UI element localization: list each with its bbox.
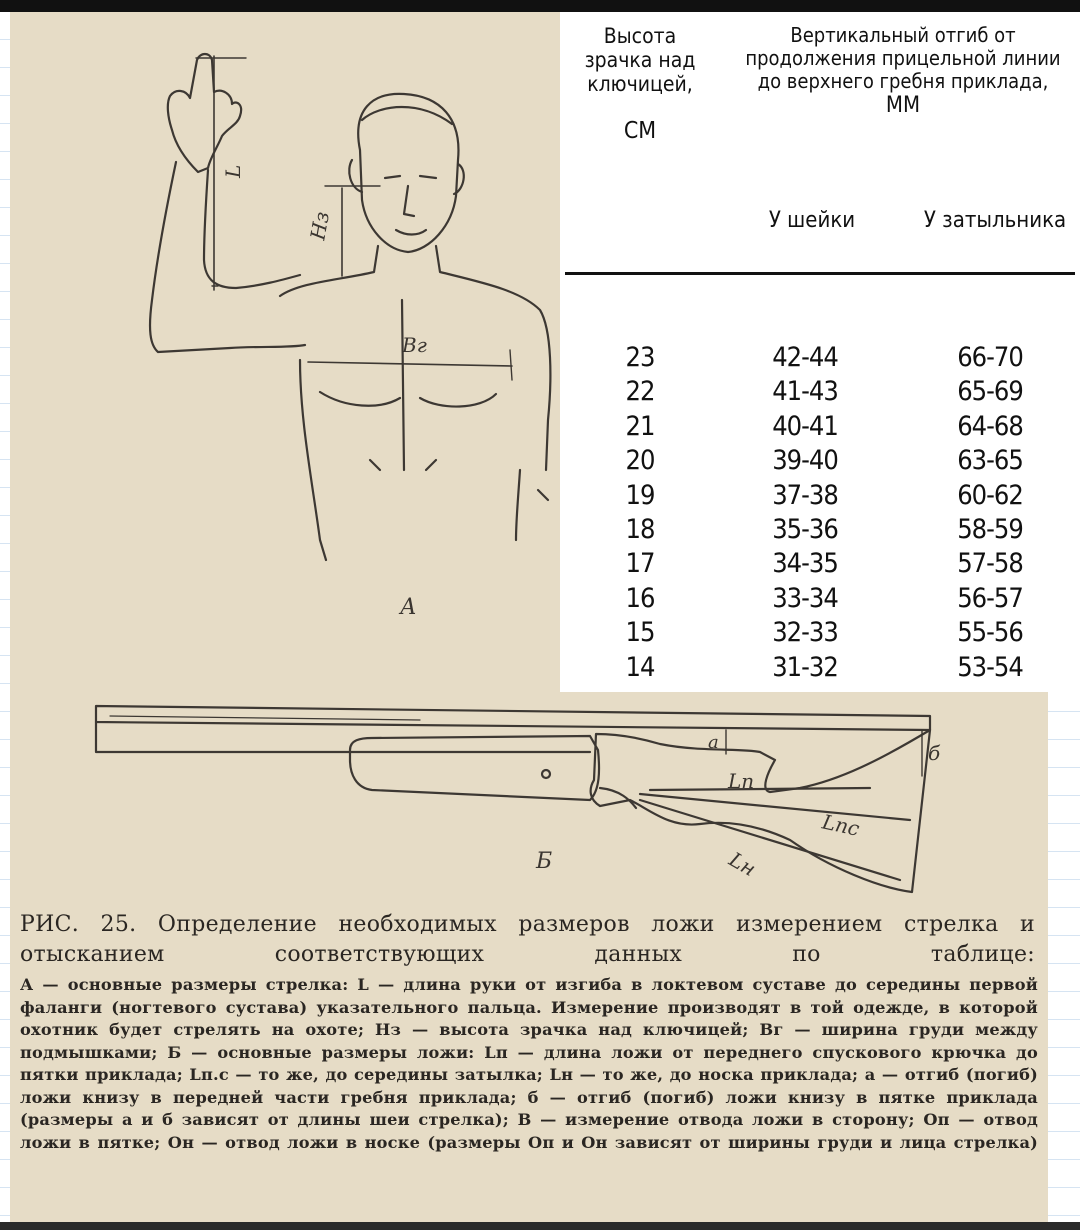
cell-neck: 37-38 (772, 479, 838, 511)
cell-butt: 63-65 (957, 445, 1023, 477)
subheader-butt: У затыльника (923, 208, 1067, 233)
cell-neck: 41-43 (772, 376, 838, 408)
label-L: L (221, 164, 245, 178)
col2-header-text: Вертикальный отгиб от продолжения прицельной линии до верхнего гребня приклада, (745, 23, 1061, 93)
cell-neck: 34-35 (772, 548, 838, 580)
cell-height: 18 (625, 513, 655, 545)
cell-butt: 64-68 (957, 410, 1023, 442)
cell-butt: 58-59 (957, 513, 1023, 545)
col2-header (738, 24, 1068, 118)
cell-height: 19 (625, 479, 655, 511)
label-Bg: Bг (402, 333, 427, 357)
cell-neck: 39-40 (772, 445, 838, 477)
table-row (560, 652, 1080, 686)
cell-neck: 31-32 (772, 651, 838, 683)
cell-butt: 56-57 (957, 582, 1023, 614)
cell-neck: 42-44 (772, 342, 838, 373)
cell-neck: 40-41 (772, 410, 838, 442)
label-Ln: Lп (728, 769, 755, 793)
cell-neck: 33-34 (772, 582, 838, 614)
col1-header-text: Высота зрачка над ключицей, (584, 24, 696, 97)
shotgun-drawing (96, 706, 930, 892)
label-B: Б (536, 849, 553, 874)
window-bottom-edge (0, 1222, 1080, 1230)
table-row (560, 480, 1080, 514)
raised-hand (168, 54, 241, 172)
table-row (560, 445, 1080, 479)
raised-arm (150, 162, 305, 352)
figure-caption-title: РИС. 25. Определение необходимых размеров ложи измерением стрелка и отысканием соответствующих данных по таблице: (20, 912, 1035, 967)
label-A: А (400, 595, 417, 620)
cell-height: 17 (625, 548, 655, 580)
table-row (560, 548, 1080, 582)
subheader-neck: У шейки (768, 208, 856, 233)
cell-neck: 32-33 (772, 617, 838, 649)
cell-height: 14 (625, 651, 655, 683)
table-row (560, 514, 1080, 548)
label-b6: б (928, 741, 941, 765)
cell-height: 21 (625, 410, 655, 442)
cell-butt: 60-62 (957, 479, 1023, 511)
cell-butt: 55-56 (957, 617, 1023, 649)
table-row (560, 583, 1080, 617)
cell-neck: 35-36 (772, 513, 838, 545)
cell-height: 22 (625, 376, 655, 408)
stock-size-table (560, 12, 1080, 692)
cell-height: 16 (625, 582, 655, 614)
label-Hz: Hз (305, 209, 335, 242)
table-row (560, 617, 1080, 651)
cell-height: 15 (625, 617, 655, 649)
col1-header (570, 24, 710, 145)
cell-height: 20 (625, 445, 655, 477)
table-row (560, 342, 1080, 376)
cell-butt: 66-70 (957, 342, 1023, 373)
label-Lnc: Lпс (820, 809, 862, 841)
cell-height: 23 (625, 342, 655, 373)
figure-caption-body: А — основные размеры стрелка: L — длина руки от изгиба в локтевом суставе до середины первой фаланги (ногтевого сустава) указательного пальца. Измерение производят в той одежде, в которой охотник будет стрелять на охоте; Hз — высота зрачка над ключицей; Bг — ширина груди между подмышками; Б — основные размеры ложи: Lп — длина ложи от переднего спускового крючка до пятки приклада; Lп.с — то же, до середины затылка; Lн — то же, до носка приклада; а — отгиб (погиб) ложи книзу в передней части гребня приклада; б — отгиб (погиб) ложи книзу в пятке приклада (размеры а и б зависят от длины шеи стрелка); В — измерение отвода ложи в сторону; Оп — отвод ложи в пятке; Он — отвод ложи в носке (размеры Оп и Он зависят от ширины груди и лица стрелка) (20, 975, 1038, 1152)
cell-butt: 53-54 (957, 651, 1023, 683)
col1-unit: СМ (623, 118, 657, 145)
header-rule (565, 272, 1075, 275)
col2-unit: ММ (885, 93, 921, 118)
table-body (560, 342, 1080, 686)
label-Lh: Lн (725, 847, 761, 882)
cell-butt: 57-58 (957, 548, 1023, 580)
table-row (560, 376, 1080, 410)
Bg-measure-line (308, 362, 512, 366)
cell-butt: 65-69 (957, 376, 1023, 408)
label-a: a (708, 732, 719, 753)
table-row (560, 411, 1080, 445)
